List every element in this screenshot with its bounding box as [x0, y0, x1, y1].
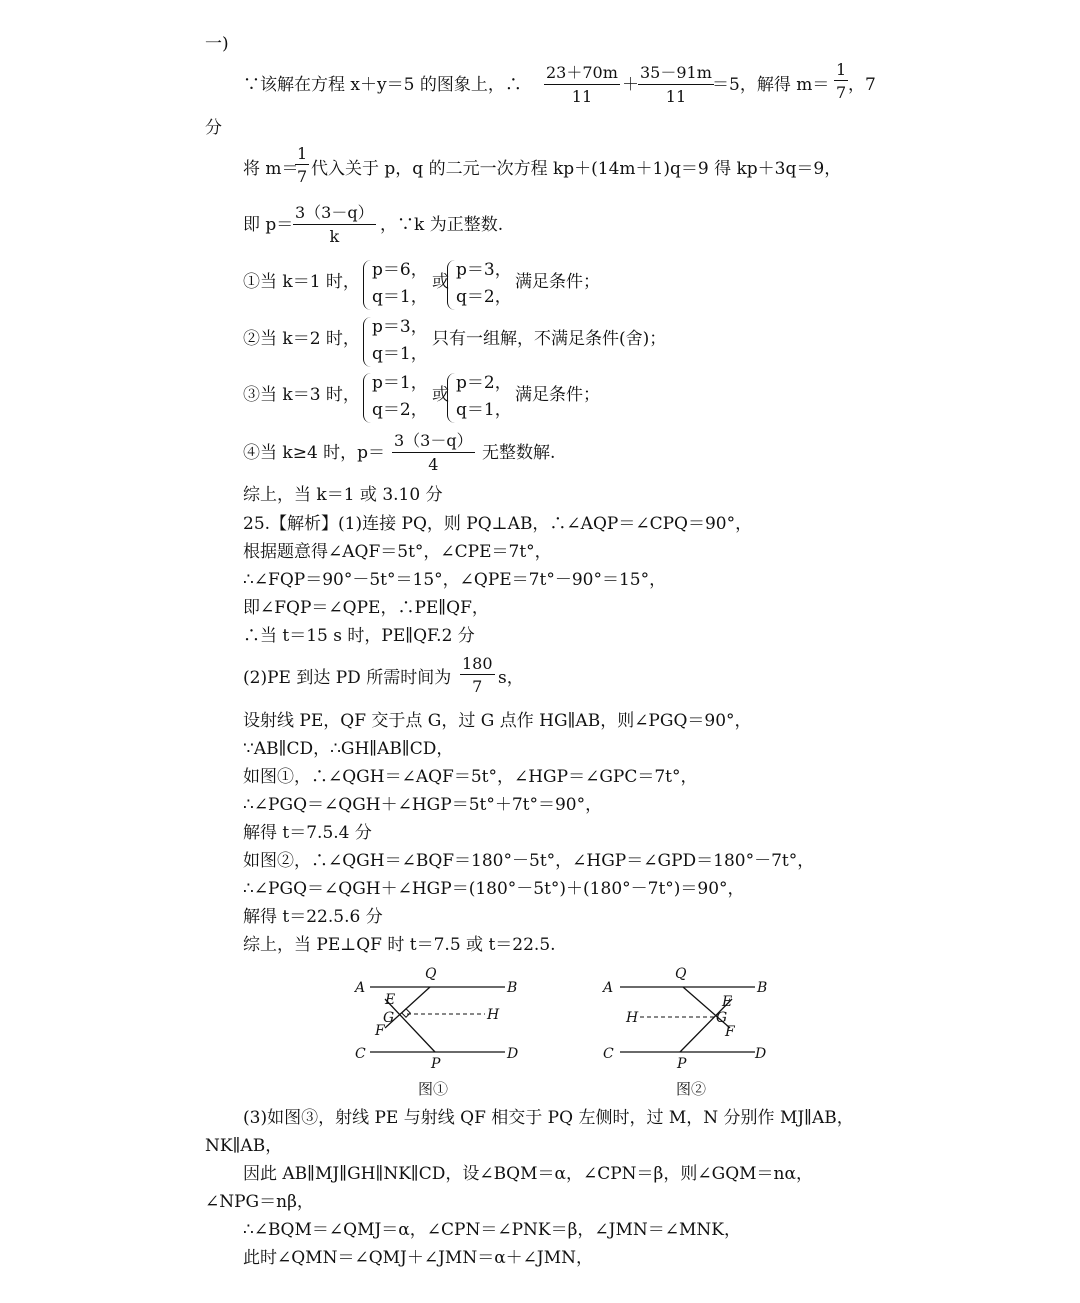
label-h: H: [487, 1007, 500, 1023]
equation-system: [372, 370, 428, 424]
equation-system: [372, 314, 428, 368]
text-line: 解得 t＝22.5.6 分: [243, 907, 383, 927]
label-p: P: [431, 1056, 441, 1072]
text-line: 设射线 PE，QF 交于点 G，过 G 点作 HG∥AB，则∠PGQ＝90°，: [243, 711, 752, 731]
label-q: Q: [425, 966, 437, 982]
text-line: 无整数解.: [482, 443, 556, 463]
fraction: [392, 428, 475, 474]
equation-system: [372, 257, 428, 311]
equation-system: [456, 257, 512, 311]
equation: q＝1，: [372, 287, 428, 307]
text-line: 将 m＝: [243, 159, 299, 179]
text-line: 根据题意得∠AQF＝5t°，∠CPE＝7t°，: [243, 542, 552, 562]
label-p: P: [677, 1056, 687, 1072]
fraction: [544, 60, 620, 106]
operator: ＋: [622, 75, 639, 95]
label-f: F: [725, 1024, 735, 1040]
text-line: 综上，当 k＝1 或 3.10 分: [243, 485, 443, 505]
fraction-denominator: k: [329, 227, 340, 246]
geometry-figure-1: [345, 962, 530, 1072]
text-line: 因此 AB∥MJ∥GH∥NK∥CD，设∠BQM＝α，∠CPN＝β，则∠GQM＝nα，: [243, 1164, 813, 1184]
fraction-numerator: 180: [462, 654, 493, 673]
equation-system: [456, 370, 512, 424]
fraction: [460, 654, 495, 696]
text-line: 如图①，∴∠QGH＝∠AQF＝5t°，∠HGP＝∠GPC＝7t°，: [243, 767, 698, 787]
label-q: Q: [675, 966, 687, 982]
text-line: ，7: [848, 75, 876, 95]
fraction-denominator: 11: [571, 87, 593, 106]
text-line: 或: [432, 385, 449, 405]
fraction: [295, 144, 309, 186]
text-line: 满足条件；: [515, 385, 600, 405]
text-line: 代入关于 p，q 的二元一次方程 kp＋(14m＋1)q＝9 得 kp＋3q＝9，: [311, 159, 842, 179]
label-b: B: [757, 980, 768, 996]
fraction-denominator: 4: [428, 455, 439, 474]
label-g: G: [383, 1010, 395, 1026]
fraction: [638, 60, 714, 106]
fraction-numerator: 1: [836, 60, 847, 79]
text-line: 满足条件；: [515, 272, 600, 292]
label-c: C: [603, 1046, 614, 1062]
text-line: 此时∠QMN＝∠QMJ＋∠JMN＝α＋∠JMN，: [243, 1248, 594, 1268]
label-a: A: [603, 980, 614, 996]
text-line: 解得 t＝7.5.4 分: [243, 823, 372, 843]
equation: p＝3，: [456, 260, 512, 280]
figure-caption: 图①: [418, 1080, 449, 1098]
text-line: s，: [498, 668, 524, 688]
text-line: ∴∠PGQ＝∠QGH＋∠HGP＝5t°＋7t°＝90°，: [243, 795, 603, 815]
text-line: ∴∠BQM＝∠QMJ＝α，∠CPN＝∠PNK＝β，∠JMN＝∠MNK，: [243, 1220, 741, 1240]
fraction-numerator: 23＋70m: [544, 60, 620, 85]
equation: q＝2，: [372, 400, 428, 420]
label-e: E: [722, 994, 733, 1010]
text-line: 即 p＝: [243, 215, 294, 235]
figure-caption: 图②: [676, 1080, 707, 1098]
text-line: 即∠FQP＝∠QPE，∴PE∥QF，: [243, 598, 489, 618]
text-line: (3)如图③，射线 PE 与射线 QF 相交于 PQ 左侧时，过 M，N 分别作 MJ∥AB，: [243, 1108, 854, 1128]
text-line: 如图②，∴∠QGH＝∠BQF＝180°－5t°，∠HGP＝∠GPD＝180°－7t°，: [243, 851, 815, 871]
text-line: ＝5，解得 m＝: [712, 75, 830, 95]
text-line: ∴∠FQP＝90°－5t°＝15°，∠QPE＝7t°－90°＝15°，: [243, 570, 667, 590]
text-line: ∵AB∥CD，∴GH∥AB∥CD，: [243, 739, 454, 759]
equation: p＝1，: [372, 373, 428, 393]
text-line: NK∥AB，: [205, 1136, 283, 1156]
label-a: A: [355, 980, 366, 996]
fraction-denominator: 11: [665, 87, 687, 106]
text-line: 一): [205, 34, 229, 54]
fraction-numerator: 35－91m: [638, 60, 714, 85]
text-line: 分: [205, 118, 222, 138]
text-line: 综上，当 PE⊥QF 时 t＝7.5 或 t＝22.5.: [243, 935, 556, 955]
fraction: [834, 60, 848, 102]
label-f: F: [375, 1023, 385, 1039]
equation: q＝1，: [456, 400, 512, 420]
text-line: 或: [432, 272, 449, 292]
text-line: ④当 k≥4 时，p＝: [243, 443, 386, 463]
fraction: [293, 200, 376, 246]
label-h: H: [626, 1010, 639, 1026]
geometry-figure-2: [595, 962, 780, 1072]
text-line: ∵该解在方程 x＋y＝5 的图象上，∴: [243, 75, 522, 95]
label-b: B: [507, 980, 518, 996]
text-line: ，∵k 为正整数.: [380, 215, 504, 235]
text-line: ①当 k＝1 时，: [243, 272, 360, 292]
fraction-numerator: 1: [297, 144, 308, 163]
label-d: D: [507, 1046, 519, 1062]
label-c: C: [355, 1046, 366, 1062]
fraction-denominator: 7: [472, 677, 483, 696]
text-line: 25.【解析】(1)连接 PQ，则 PQ⊥AB，∴∠AQP＝∠CPQ＝90°，: [243, 514, 753, 534]
equation: p＝6，: [372, 260, 428, 280]
text-line: ③当 k＝3 时，: [243, 385, 360, 405]
label-e: E: [385, 992, 396, 1008]
label-g: G: [716, 1010, 728, 1026]
text-line: ②当 k＝2 时，: [243, 329, 360, 349]
right-angle-mark: [402, 1009, 410, 1017]
fraction-numerator: 3（3－q）: [392, 428, 475, 453]
text-line: ∴∠PGQ＝∠QGH＋∠HGP＝(180°－5t°)＋(180°－7t°)＝90°，: [243, 879, 745, 899]
equation: q＝2，: [456, 287, 512, 307]
equation: p＝3，: [372, 317, 428, 337]
fraction-denominator: 7: [836, 83, 847, 102]
text-line: (2)PE 到达 PD 所需时间为: [243, 668, 452, 688]
label-d: D: [755, 1046, 767, 1062]
text-line: ∠NPG＝nβ，: [205, 1192, 314, 1212]
equation: q＝1，: [372, 344, 428, 364]
text-line: ∴当 t＝15 s 时，PE∥QF.2 分: [243, 626, 475, 646]
equation: p＝2，: [456, 373, 512, 393]
fraction-denominator: 7: [297, 167, 308, 186]
text-line: 只有一组解，不满足条件(舍)；: [432, 329, 667, 349]
fraction-numerator: 3（3－q）: [293, 200, 376, 225]
